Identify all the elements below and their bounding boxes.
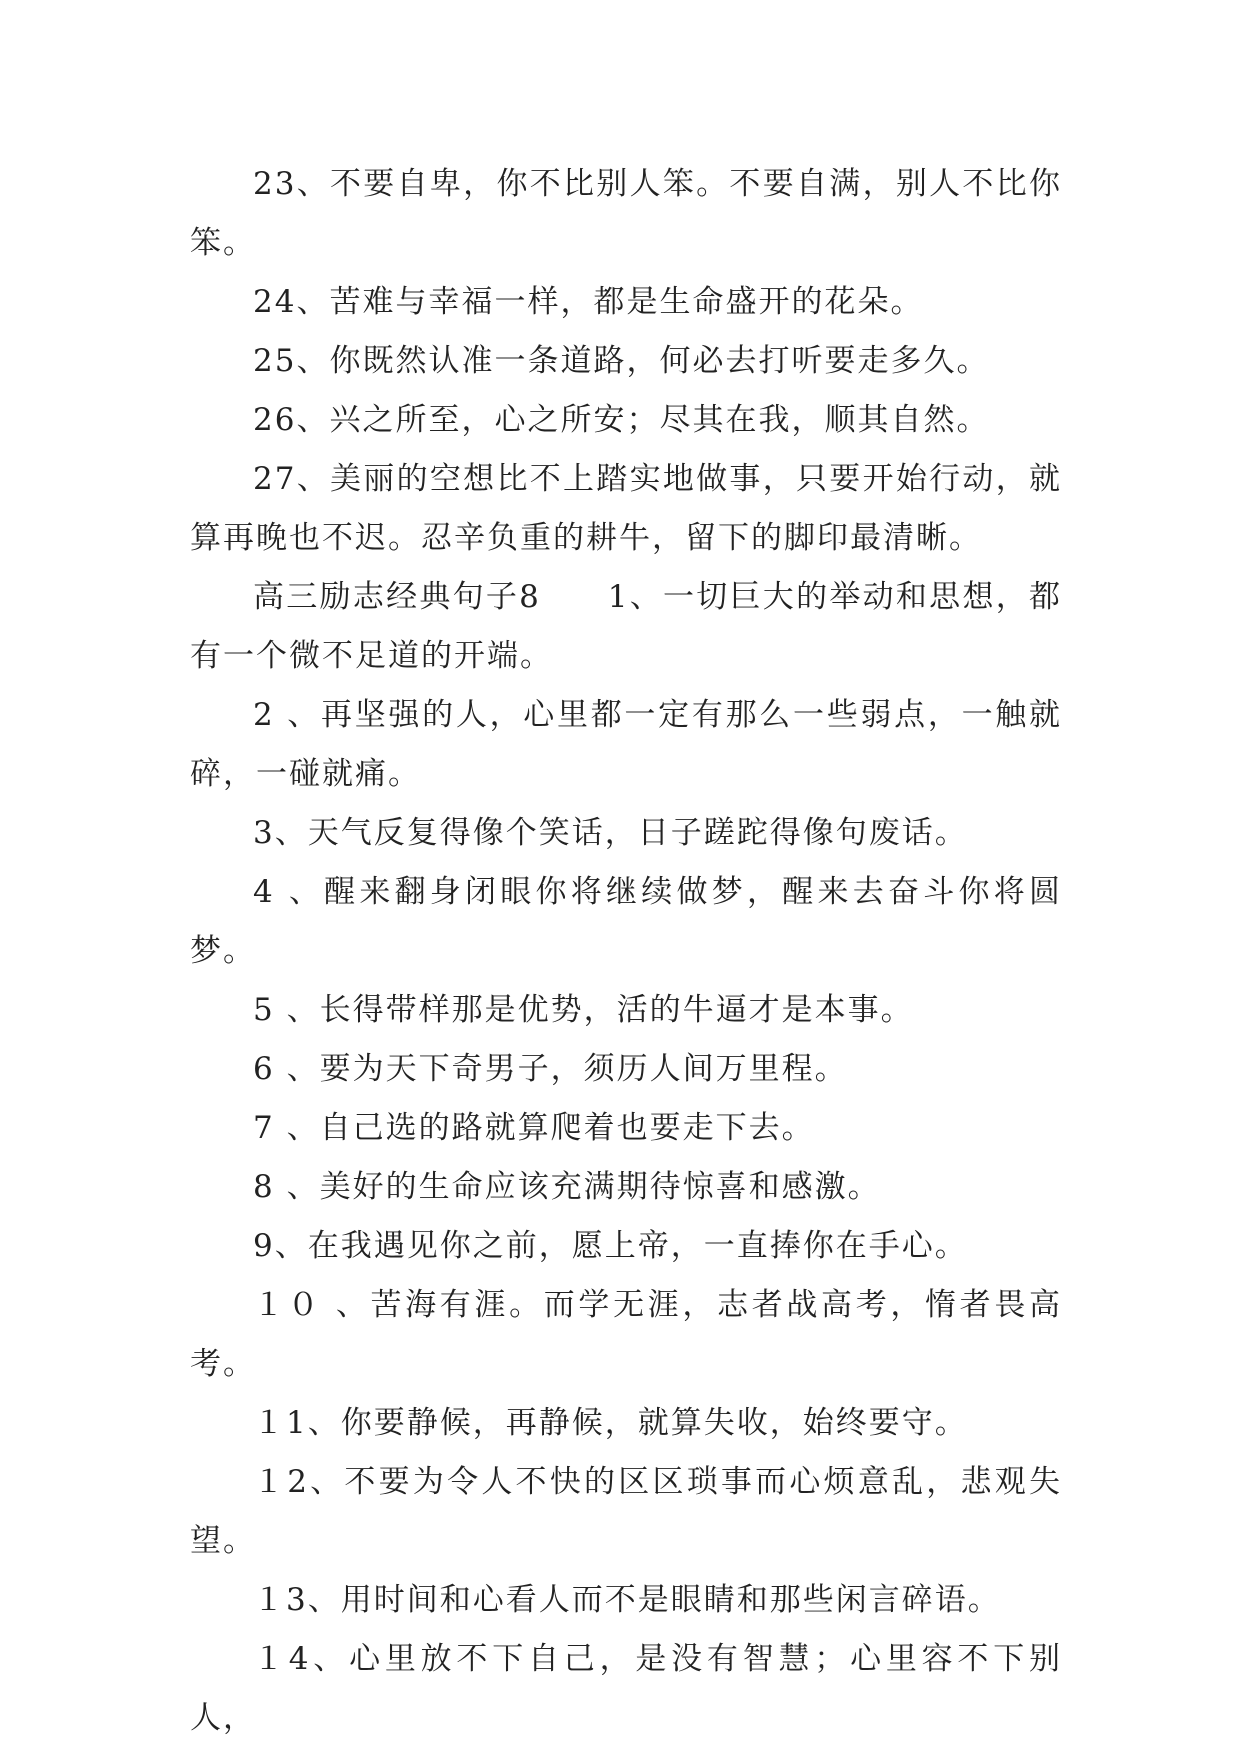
- paragraph-24: 24、苦难与幸福一样，都是生命盛开的花朵。: [253, 284, 924, 320]
- paragraph-11: １1、你要静候，再静候，就算失收，始终要守。: [253, 1405, 968, 1441]
- paragraph-14: １4、心里放不下自己，是没有智慧；心里容不下别人，: [190, 1641, 1062, 1736]
- paragraph-2: 2 、再坚强的人，心里都一定有那么一些弱点，一触就碎，一碰就痛。: [190, 697, 1062, 792]
- paragraph-25: 25、你既然认准一条道路，何必去打听要走多久。: [253, 343, 990, 379]
- paragraph-4: 4 、醒来翻身闭眼你将继续做梦，醒来去奋斗你将圆梦。: [190, 874, 1062, 969]
- paragraph-10: １０ 、苦海有涯。而学无涯，志者战高考，惰者畏高考。: [190, 1287, 1062, 1382]
- paragraph-7: 7 、自己选的路就算爬着也要走下去。: [253, 1110, 815, 1146]
- paragraph-5: 5 、长得带样那是优势，活的牛逼才是本事。: [253, 992, 914, 1028]
- paragraph-6: 6 、要为天下奇男子，须历人间万里程。: [253, 1051, 848, 1087]
- paragraph-12: １2、不要为令人不快的区区琐事而心烦意乱，悲观失望。: [190, 1464, 1062, 1559]
- paragraph-13: １3、用时间和心看人而不是眼睛和那些闲言碎语。: [253, 1582, 1001, 1618]
- document-body: [190, 155, 1062, 1748]
- paragraph-9: 9、在我遇见你之前，愿上帝，一直捧你在手心。: [253, 1228, 968, 1264]
- paragraph-23: 23、不要自卑，你不比别人笨。不要自满，别人不比你笨。: [190, 166, 1062, 261]
- section-heading-paragraph: 高三励志经典句子8 1、一切巨大的举动和思想，都有一个微不足道的开端。: [190, 579, 1062, 674]
- paragraph-26: 26、兴之所至，心之所安；尽其在我，顺其自然。: [253, 402, 990, 438]
- paragraph-27: 27、美丽的空想比不上踏实地做事，只要开始行动，就算再晚也不迟。忍辛负重的耕牛，留下的脚印最清晰。: [190, 461, 1062, 556]
- paragraph-3: 3、天气反复得像个笑话，日子蹉跎得像句废话。: [253, 815, 968, 851]
- paragraph-8: 8 、美好的生命应该充满期待惊喜和感激。: [253, 1169, 881, 1205]
